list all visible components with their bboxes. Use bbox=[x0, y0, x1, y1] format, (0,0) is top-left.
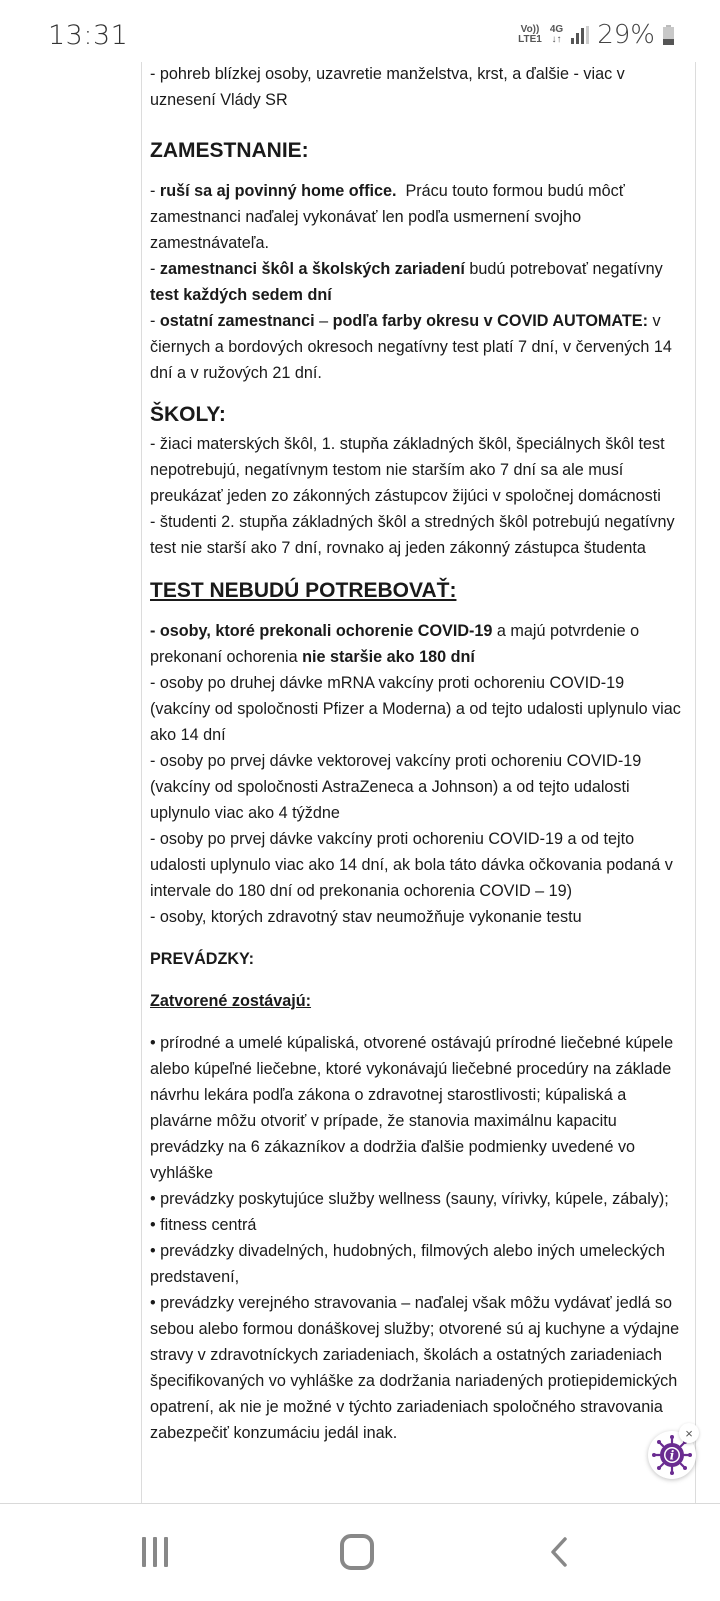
no-test-item: - osoby po prvej dávke vakcíny proti ochoreniu COVID-19 a od tejto udalosti uplynulo viac ako 14 dní, ak bola táto dávka očkovania podaná v intervale do 180 dní od prekonania ochorenia COVID – 19) bbox=[150, 830, 673, 900]
business-item: • prevádzky verejného stravovania – naďalej však môžu vydávať jedlá so sebou alebo formou donáškovej služby; otvorené sú aj kuchyne a výdajne stravy v zdravotníckych zariadeniach, školách a ostatných zariadeniach špecifikovaných vo vyhláške za dodržania nariadených protiepidemických opatrení, ak nie je možné v týchto zariadeniach spoločného stravovania zabezpečiť konzumáciu jedál inak. bbox=[150, 1294, 680, 1442]
back-button[interactable] bbox=[544, 1534, 574, 1570]
no-test-item: - osoby po druhej dávke mRNA vakcíny proti ochoreniu COVID-19 (vakcíny od spoločnosti Pfizer a Moderna) a od tejto udalosti uplynulo viac ako 14 dní bbox=[150, 674, 681, 744]
network-4g-icon bbox=[550, 25, 563, 45]
status-bar bbox=[0, 0, 720, 62]
back-icon bbox=[549, 1536, 569, 1568]
business-item: • prírodné a umelé kúpaliská, otvorené ostávajú prírodné liečebné kúpele alebo kúpeľné liečebne, ktoré vykonávajú liečebné procedúry na základe návrhu lekára podľa zákona o zdravotnej starostlivosti; kúpaliská a plavárne môžu otvoriť v prípade, že stanovia maximálnu kapacitu prevádzky na 6 zákazníkov a dodržia ďalšie podmienky uvedené vo vyhláške bbox=[150, 1034, 674, 1182]
network-type-label: 4G bbox=[549, 24, 564, 35]
no-test-item: - osoby, ktoré prekonali ochorenie COVID-19 a majú potvrdenie o prekonaní ochorenia nie staršie ako 180 dní bbox=[150, 622, 640, 666]
employment-item: - ruší sa aj povinný home office. Prácu touto formou budú môcť zamestnanci naďalej vykonávať len podľa usmernení svojho zamestnávateľa. bbox=[150, 182, 630, 252]
home-icon bbox=[340, 1534, 374, 1570]
closed-businesses-list bbox=[150, 1030, 687, 1446]
data-arrows-icon: ↓↑ bbox=[551, 34, 562, 45]
lte-label: LTE1 bbox=[518, 34, 542, 45]
subheading-closed: Zatvorené zostávajú: bbox=[150, 992, 312, 1010]
svg-text:i: i bbox=[669, 1448, 675, 1463]
volte-label: Vo)) bbox=[520, 24, 540, 35]
schools-item: - žiaci materských škôl, 1. stupňa základných škôl, špeciálnych škôl test nepotrebujú, negatívnym testom nie starším ako 7 dní sa ale musí preukázať jeden zo zákonných zástupcov žijúci v spoločnej domácnosti bbox=[150, 435, 665, 505]
article-container bbox=[141, 58, 696, 1503]
business-item: • prevádzky poskytujúce služby wellness (sauny, vírivky, kúpele, zábaly); bbox=[150, 1190, 669, 1208]
no-test-item: - osoby, ktorých zdravotný stav neumožňuje vykonanie testu bbox=[150, 908, 582, 926]
battery-icon bbox=[663, 25, 674, 45]
schools-list bbox=[150, 431, 687, 561]
status-icons bbox=[518, 20, 674, 50]
heading-businesses: PREVÁDZKY: bbox=[150, 950, 255, 968]
widget-close-button[interactable]: × bbox=[679, 1423, 699, 1443]
article-body bbox=[142, 61, 695, 1446]
volte-icon bbox=[518, 25, 542, 45]
employment-item: - ostatní zamestnanci – podľa farby okresu v COVID AUTOMATE: v čiernych a bordových okresoch negatívny test platí 7 dní, v červených 14 dní a v ružových 21 dní. bbox=[150, 312, 672, 382]
heading-employment: ZAMESTNANIE: bbox=[150, 139, 309, 162]
home-button[interactable] bbox=[340, 1534, 374, 1570]
intro-paragraph: - pohreb blízkej osoby, uzavretie manželstva, krst, a ďalšie - viac v uznesení Vlády SR bbox=[150, 65, 625, 109]
heading-no-test: TEST NEBUDÚ POTREBOVAŤ: bbox=[150, 579, 457, 602]
recents-button[interactable] bbox=[138, 1534, 172, 1570]
employment-item: - zamestnanci škôl a školských zariadení budú potrebovať negatívny test každých sedem dní bbox=[150, 260, 663, 304]
recents-icon bbox=[142, 1537, 146, 1567]
battery-percent: 29% bbox=[597, 20, 655, 50]
no-test-list bbox=[150, 618, 687, 930]
employment-list bbox=[150, 178, 687, 386]
business-item: • prevádzky divadelných, hudobných, filmových alebo iných umeleckých predstavení, bbox=[150, 1242, 665, 1286]
schools-item: - študenti 2. stupňa základných škôl a stredných škôl potrebujú negatívny test nie starší ako 7 dní, rovnako aj jeden zákonný zástupca študenta bbox=[150, 513, 675, 557]
no-test-item: - osoby po prvej dávke vektorovej vakcíny proti ochoreniu COVID-19 (vakcíny od spoločnosti AstraZeneca a Johnson) a od tejto udalosti uplynulo viac ako 4 týždne bbox=[150, 752, 642, 822]
signal-strength-icon bbox=[571, 26, 589, 44]
business-item: • fitness centrá bbox=[150, 1216, 257, 1234]
status-time: 13:31 bbox=[48, 20, 129, 51]
heading-schools: ŠKOLY: bbox=[150, 403, 226, 426]
navigation-bar bbox=[0, 1503, 720, 1601]
